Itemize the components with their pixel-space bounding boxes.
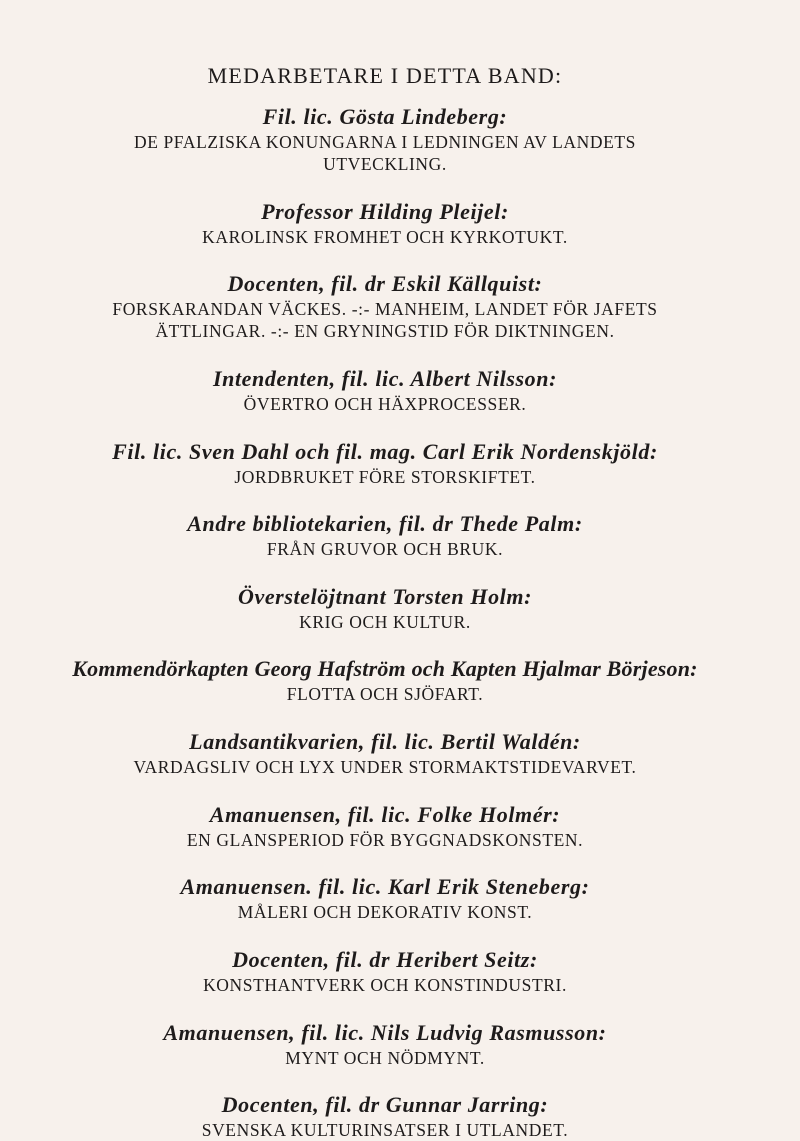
contribution-topic: DE PFALZISKA KONUNGARNA I LEDNINGEN AV LANDETS UTVECKLING. — [133, 132, 637, 174]
contributor-name: Överstelöjtnant Torsten Holm: — [237, 584, 533, 609]
contribution-topic: JORDBRUKET FÖRE STORSKIFTET. — [234, 467, 536, 487]
contributor-name: Fil. lic. Gösta Lindeberg: — [262, 104, 508, 129]
contributor-name: Amanuensen, fil. lic. Folke Holmér: — [209, 802, 561, 827]
contributor-name: Andre bibliotekarien, fil. dr Thede Palm: — [187, 511, 583, 536]
contribution-topic: SVENSKA KULTURINSATSER I UTLANDET. — [201, 1120, 569, 1140]
contributor-name: Intendenten, fil. lic. Albert Nilsson: — [212, 366, 558, 391]
contribution-topic: VARDAGSLIV OCH LYX UNDER STORMAKTSTIDEVARVET. — [133, 757, 637, 777]
contributor-name: Amanuensen, fil. lic. Nils Ludvig Rasmusson: — [163, 1020, 607, 1045]
contributor-entry — [0, 438, 770, 488]
contributor-entry — [0, 198, 770, 248]
contributor-entry — [0, 103, 770, 175]
contributor-name: Landsantikvarien, fil. lic. Bertil Waldén: — [189, 729, 581, 754]
contribution-topic: KONSTHANTVERK OCH KONSTINDUSTRI. — [203, 975, 567, 995]
contributor-entry — [0, 583, 770, 633]
contribution-topic: FRÅN GRUVOR OCH BRUK. — [266, 539, 504, 559]
contributor-entry — [0, 946, 770, 996]
contributor-entry — [0, 510, 770, 560]
contributor-entry — [0, 365, 770, 415]
contribution-topic: FORSKARANDAN VÄCKES. -:- MANHEIM, LANDET FÖR JAFETS ÄTTLINGAR. -:- EN GRYNINGSTID FÖR DIKTNINGEN. — [112, 299, 658, 341]
contribution-topic: MÅLERI OCH DEKORATIV KONST. — [237, 902, 533, 922]
contributor-entry — [0, 873, 770, 923]
contribution-topic: MYNT OCH NÖDMYNT. — [285, 1048, 485, 1068]
contributor-entry — [0, 801, 770, 851]
contributor-name: Amanuensen. fil. lic. Karl Erik Steneberg: — [180, 874, 590, 899]
contributor-name: Docenten, fil. dr Eskil Källquist: — [227, 271, 543, 296]
contributor-name: Docenten, fil. dr Gunnar Jarring: — [221, 1092, 549, 1117]
contribution-topic: FLOTTA OCH SJÖFART. — [286, 684, 484, 704]
contribution-topic: KAROLINSK FROMHET OCH KYRKOTUKT. — [202, 227, 568, 247]
contributor-entry — [0, 728, 770, 778]
contributor-entry — [0, 655, 770, 705]
page-heading: MEDARBETARE I DETTA BAND: — [207, 63, 563, 88]
contributor-entry — [0, 1019, 770, 1069]
contribution-topic: ÖVERTRO OCH HÄXPROCESSER. — [243, 394, 527, 414]
contribution-topic: EN GLANSPERIOD FÖR BYGGNADSKONSTEN. — [186, 830, 584, 850]
contributor-name: Kommendörkapten Georg Hafström och Kapten Hjalmar Börjeson: — [72, 656, 698, 681]
contributor-name: Professor Hilding Pleijel: — [261, 199, 509, 224]
contributor-name: Docenten, fil. dr Heribert Seitz: — [232, 947, 538, 972]
contributor-entry — [0, 1091, 770, 1141]
contributor-name: Fil. lic. Sven Dahl och fil. mag. Carl Erik Nordenskjöld: — [112, 439, 658, 464]
contributor-entry — [0, 270, 770, 342]
contribution-topic: KRIG OCH KULTUR. — [299, 612, 471, 632]
contributor-list — [0, 103, 770, 1141]
